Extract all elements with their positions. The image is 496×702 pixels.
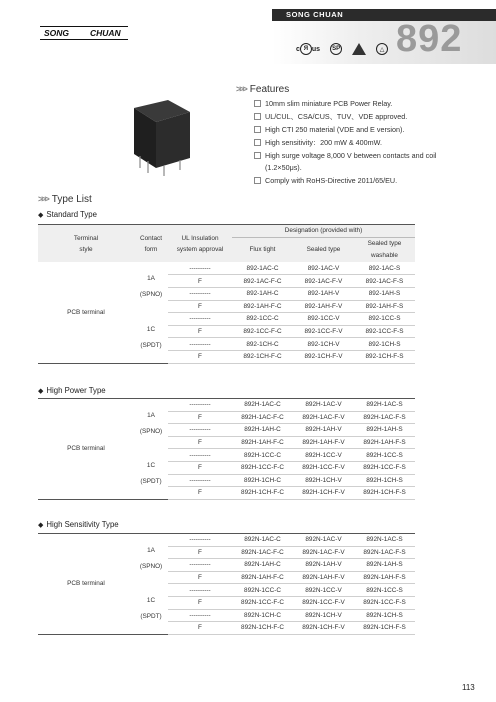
designation-cell: 892H-1CC-F-C [232, 461, 293, 474]
designation-cell: 892H-1AH-F-C [232, 436, 293, 449]
certification-marks [296, 43, 388, 55]
ul-approval-cell: ---------- [168, 584, 232, 597]
designation-cell: 892H-1AC-S [354, 399, 415, 412]
designation-cell: 892H-1AC-F-S [354, 411, 415, 424]
designation-cell: 892-1CH-F-V [293, 350, 354, 363]
designation-cell: 892H-1AC-F-V [293, 411, 354, 424]
designation-cell: 892-1CH-F-C [232, 350, 293, 363]
page-number: 113 [462, 683, 475, 692]
designation-cell: 892N-1AH-V [293, 559, 354, 572]
features-heading: >>> Features [236, 83, 290, 95]
designation-cell: 892H-1AH-C [232, 424, 293, 437]
logo-word-song: SONG [44, 28, 70, 38]
designation-cell: 892H-1AC-F-C [232, 411, 293, 424]
terminal-style-cell: PCB terminal [67, 580, 105, 588]
checkbox-icon [254, 139, 261, 146]
logo-word-chuan: CHUAN [90, 28, 121, 38]
designation-cell: 892N-1CC-S [354, 584, 415, 597]
designation-cell: 892N-1AC-V [293, 534, 354, 547]
diamond-icon: ◆ [38, 521, 44, 529]
diamond-icon: ◆ [38, 387, 44, 395]
designation-cell: 892-1AC-F-S [354, 275, 415, 288]
ul-approval-cell: F [168, 325, 232, 338]
designation-cell: 892-1CC-F-S [354, 325, 415, 338]
checkbox-icon [254, 100, 261, 107]
designation-cell: 892N-1CH-V [293, 609, 354, 622]
model-number: 892 [396, 18, 463, 60]
relay-product-image [120, 96, 204, 180]
designation-cell: 892N-1AH-F-C [232, 571, 293, 584]
contact-form-cell: 1C (SPDT) [140, 596, 162, 620]
designation-cell: 892-1AC-S [354, 262, 415, 275]
feature-item: High surge voltage 8,000 V between contacts and coil [254, 150, 486, 162]
ul-approval-cell: F [168, 436, 232, 449]
designation-cell: 892H-1CH-S [354, 474, 415, 487]
designation-cell: 892-1AC-C [232, 262, 293, 275]
ur-mark-icon: Я [300, 43, 312, 55]
ul-approval-cell: ---------- [168, 399, 232, 412]
designation-cell: 892H-1CC-F-S [354, 461, 415, 474]
designation-cell: 892-1CC-S [354, 313, 415, 326]
designation-cell: 892N-1AC-F-V [293, 546, 354, 559]
designation-cell: 892H-1AH-F-V [293, 436, 354, 449]
checkbox-icon [254, 177, 261, 184]
designation-cell: 892N-1CH-S [354, 609, 415, 622]
table-header-row: Terminal style Contact form UL Insulation system approval Designation (provided with) [38, 225, 415, 238]
designation-cell: 892H-1CH-F-V [293, 487, 354, 500]
designation-cell: 892-1CC-C [232, 313, 293, 326]
designation-cell: 892H-1AC-V [293, 399, 354, 412]
chevron-right-icon: >>> [38, 194, 48, 204]
designation-cell: 892H-1CH-F-C [232, 487, 293, 500]
designation-cell: 892-1AH-V [293, 287, 354, 300]
feature-item: High CTI 250 material (VDE and E version). [254, 124, 486, 136]
ul-approval-cell: F [168, 546, 232, 559]
contact-form-cell: 1A (SPNO) [139, 546, 163, 570]
vde-triangle-icon [352, 43, 366, 55]
designation-cell: 892N-1CH-F-C [232, 622, 293, 635]
ul-approval-cell: F [168, 350, 232, 363]
designation-cell: 892H-1CC-V [293, 449, 354, 462]
ul-approval-cell: ---------- [168, 287, 232, 300]
designation-cell: 892N-1AC-F-S [354, 546, 415, 559]
ul-approval-cell: ---------- [168, 609, 232, 622]
designation-cell: 892-1AC-V [293, 262, 354, 275]
designation-cell: 892-1AC-F-C [232, 275, 293, 288]
vde-cert-icon [352, 43, 366, 55]
ul-approval-cell: F [168, 461, 232, 474]
designation-cell: 892-1CC-V [293, 313, 354, 326]
feature-item: 10mm slim miniature PCB Power Relay. [254, 98, 486, 110]
chevron-right-icon: >>> [236, 84, 246, 94]
features-list [254, 98, 486, 186]
ul-approval-cell: F [168, 571, 232, 584]
terminal-style-cell: PCB terminal [67, 308, 105, 316]
type-list-heading: >>> Type List [38, 193, 92, 205]
designation-cell: 892N-1AC-F-C [232, 546, 293, 559]
diamond-icon: ◆ [38, 211, 44, 219]
designation-cell: 892N-1AH-F-V [293, 571, 354, 584]
ul-approval-cell: F [168, 275, 232, 288]
designation-cell: 892-1AC-F-V [293, 275, 354, 288]
section-heading-standard: ◆ Standard Type [38, 210, 97, 219]
section-heading-high-sensitivity: ◆ High Sensitivity Type [38, 520, 119, 529]
csa-cert-icon [330, 43, 342, 55]
designation-cell: 892N-1CC-F-V [293, 596, 354, 609]
brand-strip-label: SONG CHUAN [286, 10, 344, 19]
designation-cell: 892-1CH-V [293, 338, 354, 351]
ul-approval-cell: ---------- [168, 313, 232, 326]
table-row [38, 534, 415, 547]
ul-approval-cell: ---------- [168, 424, 232, 437]
designation-cell: 892-1CH-C [232, 338, 293, 351]
designation-cell: 892N-1CC-V [293, 584, 354, 597]
features-section [236, 82, 486, 188]
csa-mark-icon: SP [330, 43, 342, 55]
designation-cell: 892H-1AC-C [232, 399, 293, 412]
designation-cell: 892H-1CC-S [354, 449, 415, 462]
section-heading-high-power: ◆ High Power Type [38, 386, 106, 395]
designation-cell: 892N-1CC-F-C [232, 596, 293, 609]
designation-cell: 892H-1CH-V [293, 474, 354, 487]
designation-cell: 892N-1AH-S [354, 559, 415, 572]
designation-cell: 892-1CC-F-C [232, 325, 293, 338]
designation-cell: 892-1AH-F-C [232, 300, 293, 313]
designation-cell: 892N-1AH-F-S [354, 571, 415, 584]
designation-cell: 892N-1CH-F-S [354, 622, 415, 635]
ul-approval-cell: ---------- [168, 449, 232, 462]
feature-item: UL/CUL、CSA/CUS、TUV、VDE approved. [254, 111, 486, 123]
designation-cell: 892H-1AH-F-S [354, 436, 415, 449]
ul-approval-cell: ---------- [168, 262, 232, 275]
contact-form-cell: 1A (SPNO) [139, 275, 163, 299]
designation-cell: 892-1AH-F-V [293, 300, 354, 313]
checkbox-icon [254, 113, 261, 120]
ul-approval-cell: ---------- [168, 559, 232, 572]
designation-cell: 892N-1CH-C [232, 609, 293, 622]
designation-cell: 892N-1CC-F-S [354, 596, 415, 609]
designation-cell: 892-1AH-F-S [354, 300, 415, 313]
tuv-cert-icon [376, 43, 388, 55]
designation-cell: 892-1CH-S [354, 338, 415, 351]
designation-cell: 892N-1CH-F-V [293, 622, 354, 635]
ul-approval-cell: F [168, 487, 232, 500]
standard-type-table: Terminal style Contact form UL Insulation system approval Designation (provided with) Flux tight Sealed type Sealed type washable PCB terminal 1A (SPNO) ---------- 892-1AC-C 892-1AC-V 892-1AC-S F 892-1AC-F-C 892-1AC-F-V 892-1AC-F-S ---------- 892-1AH-C 892-1AH-V 892-1AH-S F 892-1AH-F-C 892-1AH-F-V 892-1AH-F-S 1C (SPDT) ---------- 892-1CC-C 892-1CC-V 892-1CC-S F 892-1CC-F-C 892-1CC-F-V 892-1CC-F-S ---------- 892-1CH-C 892-1CH-V 892-1CH-S F 892-1CH-F-C 892-1CH-F-V 892-1CH-F-S [38, 224, 415, 364]
contact-form-cell: 1C (SPDT) [140, 325, 162, 349]
designation-cell: 892N-1AC-C [232, 534, 293, 547]
designation-cell: 892N-1CC-C [232, 584, 293, 597]
checkbox-icon [254, 126, 261, 133]
high-sensitivity-type-table [38, 533, 415, 635]
designation-cell: 892H-1AH-V [293, 424, 354, 437]
designation-cell: 892H-1CH-C [232, 474, 293, 487]
checkbox-icon [254, 152, 261, 159]
designation-cell: 892-1AH-S [354, 287, 415, 300]
designation-cell: 892H-1CC-C [232, 449, 293, 462]
designation-cell: 892-1CH-F-S [354, 350, 415, 363]
designation-cell: 892-1CC-F-V [293, 325, 354, 338]
designation-cell: 892N-1AH-C [232, 559, 293, 572]
ul-approval-cell: F [168, 596, 232, 609]
contact-form-cell: 1A (SPNO) [139, 411, 163, 435]
table-row [38, 399, 415, 412]
feature-item-continued: (1.2×50μs). [265, 162, 302, 172]
designation-cell: 892H-1AH-S [354, 424, 415, 437]
company-logo [40, 26, 128, 40]
ul-approval-cell: ---------- [168, 534, 232, 547]
ul-approval-cell: ---------- [168, 474, 232, 487]
tuv-mark-icon: △ [376, 43, 388, 55]
designation-cell: 892-1AH-C [232, 287, 293, 300]
ul-approval-cell: ---------- [168, 338, 232, 351]
feature-item: High sensitivity：200 mW & 400mW. [254, 137, 486, 149]
designation-cell: 892H-1CH-F-S [354, 487, 415, 500]
contact-form-cell: 1C (SPDT) [140, 461, 162, 485]
ul-approval-cell: F [168, 622, 232, 635]
ul-approval-cell: F [168, 300, 232, 313]
ul-cert-icon: c Я us [296, 43, 320, 55]
high-power-type-table [38, 398, 415, 500]
terminal-style-cell: PCB terminal [67, 445, 105, 453]
feature-item: Comply with RoHS-Directive 2011/65/EU. [254, 175, 486, 187]
designation-cell: 892N-1AC-S [354, 534, 415, 547]
designation-cell: 892H-1CC-F-V [293, 461, 354, 474]
table-row [38, 262, 415, 275]
ul-approval-cell: F [168, 411, 232, 424]
